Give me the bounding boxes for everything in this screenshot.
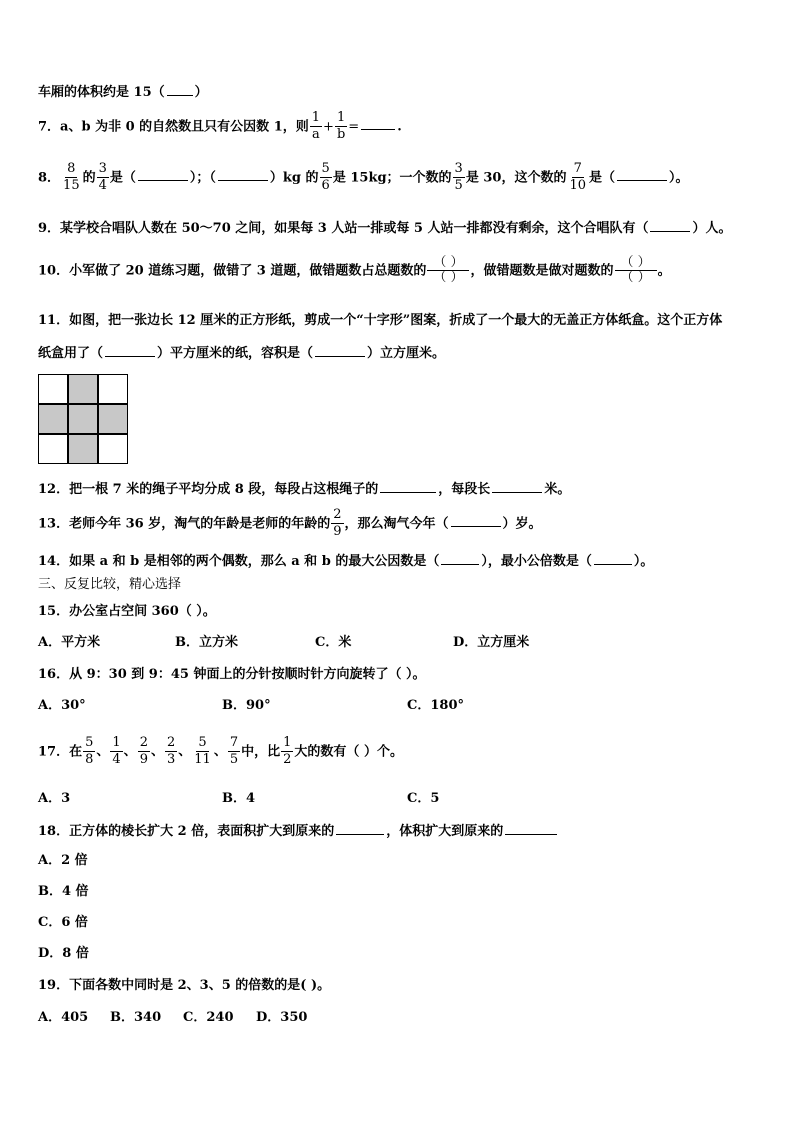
option-a[interactable]: A．30° bbox=[38, 698, 86, 713]
q10-text: 10．小军做了 20 道练习题，做错了 3 道题，做错题数占总题数的 bbox=[38, 263, 427, 279]
option-c[interactable]: C．240 bbox=[183, 1010, 234, 1025]
q8-text: 是（ bbox=[109, 170, 136, 186]
q13-text: 13．老师今年 36 岁，淘气的年龄是老师的年龄的 bbox=[38, 516, 331, 532]
equals-sign: = bbox=[348, 119, 360, 135]
q8-number: 8． bbox=[38, 170, 61, 186]
q7-text: 7．a、b 为非 0 的自然数且只有公因数 1，则 bbox=[38, 119, 309, 135]
answer-blank[interactable] bbox=[218, 169, 268, 181]
option-c[interactable]: C．6 倍 bbox=[38, 915, 88, 930]
option-c[interactable]: C．5 bbox=[407, 791, 440, 806]
option-c[interactable]: C．180° bbox=[407, 698, 464, 713]
fraction: $\frac{8}{15}$ bbox=[63, 161, 80, 194]
q8-text: ）。 bbox=[669, 170, 689, 186]
fraction: $\frac{5}{8}$ bbox=[85, 735, 94, 768]
q9-text: 9．某学校合唱队人数在 50～70 之间，如果每 3 人站一排或每 5 人站一排都没有剩余，这个合唱队有（ bbox=[38, 221, 649, 236]
plus-sign: + bbox=[323, 119, 334, 135]
q6-text: 车厢的体积约是 15（ bbox=[38, 85, 165, 100]
q12-text: 12．把一根 7 米的绳子平均分成 8 段，每段占这根绳子的 bbox=[38, 482, 379, 497]
grid-cell bbox=[38, 374, 68, 404]
question-11-line2 bbox=[38, 345, 445, 360]
fraction: $\frac{5}{6}$ bbox=[321, 161, 330, 194]
grid-cell bbox=[38, 404, 68, 434]
option-b[interactable]: B．340 bbox=[110, 1010, 162, 1025]
question-7 bbox=[38, 111, 402, 143]
question-19 bbox=[38, 979, 330, 992]
grid-cell bbox=[98, 404, 128, 434]
grid-cell bbox=[38, 434, 68, 464]
q19-stem: 19．下面各数中同时是 2、3、5 的倍数的是( )。 bbox=[38, 978, 331, 993]
q12-end: 米。 bbox=[544, 482, 571, 497]
fraction-list bbox=[82, 735, 241, 768]
answer-blank[interactable] bbox=[380, 481, 436, 493]
q14-text: 14．如果 a 和 b 是相邻的两个偶数，那么 a 和 b 的最大公因数是（ bbox=[38, 554, 440, 569]
q18-text: ，体积扩大到原来的 bbox=[386, 824, 504, 839]
q11-text: 纸盒用了（ bbox=[38, 346, 104, 361]
fraction: $\frac{3}{4}$ bbox=[98, 161, 107, 194]
option-d[interactable]: D．立方厘米 bbox=[453, 635, 530, 650]
question-14 bbox=[38, 553, 653, 568]
q10-end: 。 bbox=[657, 263, 671, 279]
question-18 bbox=[38, 823, 559, 838]
fraction: $\frac{1}{a}$ bbox=[311, 110, 321, 143]
question-10 bbox=[38, 256, 671, 286]
option-a[interactable]: A．2 倍 bbox=[38, 853, 88, 868]
answer-blank[interactable] bbox=[315, 345, 365, 357]
blank-fraction[interactable]: $\frac{( )}{( )}$ bbox=[427, 256, 469, 286]
option-c[interactable]: C．米 bbox=[315, 635, 352, 650]
fraction: $\frac{1}{b}$ bbox=[336, 110, 346, 143]
answer-blank[interactable] bbox=[492, 481, 542, 493]
q8-text: ）；（ bbox=[189, 170, 216, 186]
option-a[interactable]: A．平方米 bbox=[38, 635, 101, 650]
answer-blank[interactable] bbox=[617, 169, 667, 181]
grid-cell bbox=[68, 374, 98, 404]
q11-text: ）平方厘米的纸，容积是（ bbox=[157, 346, 314, 361]
q8-text: 的 bbox=[82, 170, 96, 186]
answer-blank[interactable] bbox=[451, 515, 501, 527]
q11-text: 11．如图，把一张边长 12 厘米的正方形纸，剪成一个“十字形”图案，折成了一个最大的无盖正方体纸盒。这个正方体 bbox=[38, 313, 723, 328]
answer-blank[interactable] bbox=[441, 553, 479, 565]
fraction: $\frac{5}{11}$ bbox=[194, 735, 211, 768]
q15-stem: 15．办公室占空间 360（ ）。 bbox=[38, 604, 216, 619]
q9-end: ）人。 bbox=[692, 221, 732, 236]
answer-blank[interactable] bbox=[361, 118, 395, 130]
option-a[interactable]: A．3 bbox=[38, 791, 71, 806]
question-12 bbox=[38, 481, 570, 496]
question-17 bbox=[38, 736, 403, 768]
q11-text: ）立方厘米。 bbox=[367, 346, 446, 361]
cross-net-figure bbox=[38, 374, 128, 464]
separator: 、 bbox=[178, 744, 192, 760]
fraction: $\frac{3}{5}$ bbox=[454, 161, 463, 194]
grid-cell bbox=[98, 374, 128, 404]
q14-text: ），最小公倍数是（ bbox=[481, 554, 592, 569]
answer-blank[interactable] bbox=[594, 553, 632, 565]
question-16 bbox=[38, 668, 426, 681]
q12-text: ，每段长 bbox=[438, 482, 491, 497]
fraction: $\frac{2}{3}$ bbox=[166, 735, 176, 768]
q8-text: 是 30，这个数的 bbox=[465, 170, 567, 186]
answer-blank[interactable] bbox=[138, 169, 188, 181]
fraction: $\frac{7}{10}$ bbox=[569, 161, 586, 194]
option-b[interactable]: B．4 倍 bbox=[38, 884, 89, 899]
q10-text: ，做错题数是做对题数的 bbox=[470, 263, 614, 279]
blank-fraction[interactable]: $\frac{( )}{( )}$ bbox=[615, 256, 657, 286]
q17-end: 大的数有（ ）个。 bbox=[294, 744, 403, 760]
answer-blank[interactable] bbox=[505, 823, 557, 835]
option-a[interactable]: A．405 bbox=[38, 1010, 89, 1025]
answer-blank[interactable] bbox=[167, 84, 193, 96]
question-8 bbox=[38, 162, 689, 194]
q7-end: . bbox=[397, 119, 402, 135]
option-b[interactable]: B．4 bbox=[222, 791, 256, 806]
q8-text: 是（ bbox=[589, 170, 616, 186]
separator: 、 bbox=[123, 744, 137, 760]
fraction: $\frac{7}{5}$ bbox=[229, 735, 239, 768]
question-13 bbox=[38, 508, 542, 540]
answer-blank[interactable] bbox=[105, 345, 155, 357]
q6-tail bbox=[38, 84, 208, 99]
q6-end: ） bbox=[194, 85, 208, 100]
fraction: $\frac{2}{9}$ bbox=[139, 735, 148, 768]
grid-cell bbox=[68, 404, 98, 434]
option-b[interactable]: B．立方米 bbox=[175, 635, 238, 650]
answer-blank[interactable] bbox=[650, 220, 690, 232]
fraction: $\frac{2}{9}$ bbox=[333, 507, 342, 540]
q13-end: ）岁。 bbox=[502, 516, 542, 532]
fraction: $\frac{1}{4}$ bbox=[112, 735, 121, 768]
q18-stem: 18．正方体的棱长扩大 2 倍，表面积扩大到原来的 bbox=[38, 824, 335, 839]
separator: 、 bbox=[150, 744, 164, 760]
option-b[interactable]: B．90° bbox=[222, 698, 271, 713]
q8-text: ）kg 的 bbox=[269, 170, 319, 186]
option-d[interactable]: D．350 bbox=[256, 1010, 308, 1025]
q17-text: 17．在 bbox=[38, 744, 83, 760]
grid-cell bbox=[98, 434, 128, 464]
q8-text: 是 15kg；一个数的 bbox=[332, 170, 452, 186]
answer-blank[interactable] bbox=[336, 823, 384, 835]
option-d[interactable]: D．8 倍 bbox=[38, 946, 89, 961]
section-3-title: 三、反复比较，精心选择 bbox=[38, 577, 182, 592]
q13-text: ，那么淘气今年（ bbox=[344, 516, 449, 532]
grid-cell bbox=[68, 434, 98, 464]
question-11-line1 bbox=[38, 314, 722, 327]
question-15 bbox=[38, 605, 216, 618]
separator: 、 bbox=[213, 744, 227, 760]
q14-end: ）。 bbox=[633, 554, 654, 569]
section-heading bbox=[38, 578, 181, 591]
question-9 bbox=[38, 220, 732, 235]
q16-stem: 16．从 9：30 到 9：45 钟面上的分针按顺时针方向旋转了（ ）。 bbox=[38, 667, 426, 682]
q17-text: 中，比 bbox=[241, 744, 281, 760]
fraction: $\frac{1}{2}$ bbox=[283, 735, 292, 768]
separator: 、 bbox=[96, 744, 110, 760]
